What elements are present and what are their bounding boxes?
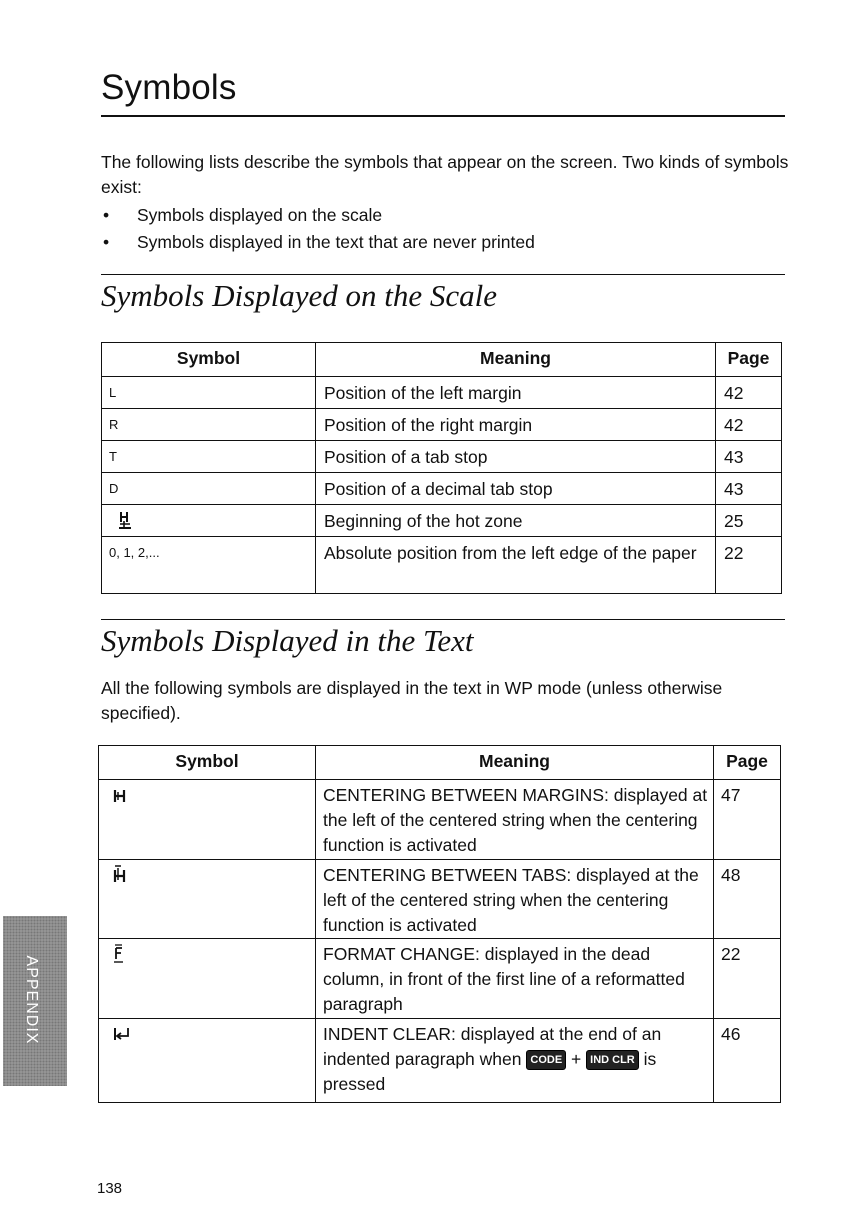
- column-header-page: Page: [716, 343, 782, 377]
- indent-clear-symbol-icon: [113, 1025, 131, 1043]
- intro-paragraph: The following lists describe the symbols that appear on the screen. Two kinds of symbols exist:: [101, 152, 789, 197]
- section-rule: [101, 619, 785, 620]
- page-cell: 22: [714, 939, 781, 1019]
- symbol-cell: [102, 505, 316, 537]
- table-row: [102, 505, 782, 537]
- table-header-row: [99, 746, 781, 780]
- page-title: Symbols: [101, 68, 237, 107]
- bullet-list: [101, 202, 791, 256]
- title-rule: [101, 115, 785, 117]
- appendix-side-tab-label: APPENDIX: [23, 955, 40, 1045]
- page-cell: 43: [716, 441, 782, 473]
- table-row: [102, 537, 782, 594]
- meaning-cell: Absolute position from the left edge of the paper: [316, 537, 716, 594]
- meaning-cell: CENTERING BETWEEN TABS: displayed at the left of the centered string when the centering function is activated: [316, 860, 714, 939]
- column-header-meaning: Meaning: [316, 343, 716, 377]
- page-cell: 43: [716, 473, 782, 505]
- section-heading-text: Symbols Displayed in the Text: [101, 623, 474, 658]
- column-header-symbol: Symbol: [99, 746, 316, 780]
- table-row: [99, 860, 781, 939]
- bullet-item: • Symbols displayed on the scale: [103, 205, 383, 225]
- center-margins-symbol-icon: [113, 787, 127, 805]
- symbol-cell: [99, 780, 316, 860]
- section-rule: [101, 274, 785, 275]
- column-header-meaning: Meaning: [316, 746, 714, 780]
- table-row: [102, 377, 782, 409]
- table-row: [102, 441, 782, 473]
- code-key: CODE: [526, 1050, 566, 1070]
- meaning-cell: Position of the left margin: [316, 377, 716, 409]
- page-cell: 47: [714, 780, 781, 860]
- symbol-cell: [99, 939, 316, 1019]
- ind-clr-key: IND CLR: [586, 1050, 639, 1070]
- symbol-cell: D: [102, 473, 316, 505]
- table-header-row: [102, 343, 782, 377]
- symbol-cell: R: [102, 409, 316, 441]
- page-cell: 25: [716, 505, 782, 537]
- symbol-cell: [99, 1019, 316, 1103]
- table-row: [99, 780, 781, 860]
- section-heading-scale: Symbols Displayed on the Scale: [101, 278, 498, 313]
- format-change-symbol-icon: [113, 944, 125, 966]
- page-cell: 22: [716, 537, 782, 594]
- page-cell: 42: [716, 409, 782, 441]
- center-tabs-symbol-icon: [113, 865, 127, 885]
- page-cell: 48: [714, 860, 781, 939]
- meaning-cell: Position of the right margin: [316, 409, 716, 441]
- table-row: [99, 939, 781, 1019]
- page-number: 138: [97, 1180, 123, 1197]
- column-header-symbol: Symbol: [102, 343, 316, 377]
- page-cell: 46: [714, 1019, 781, 1103]
- symbol-cell: T: [102, 441, 316, 473]
- meaning-cell: Position of a decimal tab stop: [316, 473, 716, 505]
- symbol-cell: 0, 1, 2,...: [102, 537, 316, 594]
- meaning-cell: FORMAT CHANGE: displayed in the dead column, in front of the first line of a reformatted paragraph: [316, 939, 714, 1019]
- page-cell: 42: [716, 377, 782, 409]
- table-row: [102, 473, 782, 505]
- meaning-cell: CENTERING BETWEEN MARGINS: displayed at the left of the centered string when the centering function is activated: [316, 780, 714, 860]
- bullet-item: • Symbols displayed in the text that are never printed: [103, 232, 535, 252]
- meaning-cell: INDENT CLEAR: displayed at the end of an indented paragraph when CODE + IND CLR is pressed: [316, 1019, 714, 1103]
- meaning-cell: Position of a tab stop: [316, 441, 716, 473]
- table-row: [102, 409, 782, 441]
- text-symbols-table: [98, 745, 781, 1103]
- hot-zone-symbol-icon: [118, 511, 134, 529]
- table-row: [99, 1019, 781, 1103]
- scale-symbols-table: [101, 342, 782, 594]
- text-section-intro: All the following symbols are displayed in the text in WP mode (unless otherwise specified).: [101, 678, 723, 723]
- meaning-cell: Beginning of the hot zone: [316, 505, 716, 537]
- intro-block: [101, 150, 791, 256]
- symbol-cell: L: [102, 377, 316, 409]
- column-header-page: Page: [714, 746, 781, 780]
- symbol-cell: [99, 860, 316, 939]
